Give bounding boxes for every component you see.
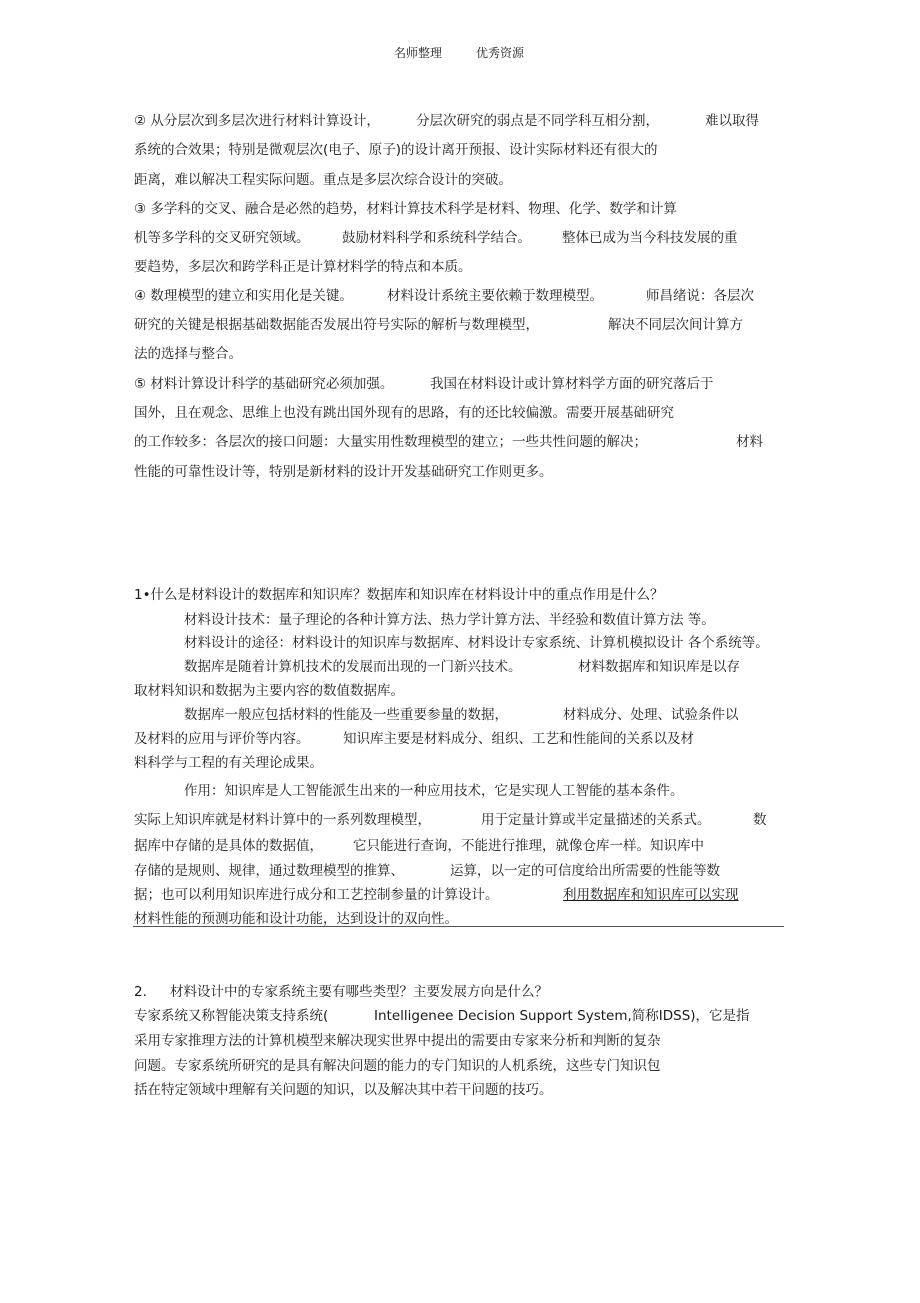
p2-line-3: 距离，难以解决工程实际问题。重点是多层次综合设计的突破。: [134, 172, 512, 188]
q1-db-3a: 数据库一般应包括材料的性能及一些重要参量的数据，: [184, 707, 508, 723]
q2-line-3: 问题。专家系统所研究的是具有解决问题的能力的专门知识的人机系统，这些专门知识包: [134, 1058, 661, 1074]
q1-r-1a: 实际上知识库就是材料计算中的一系列数理模型，: [134, 812, 431, 828]
q1-db-1b: 材料数据库和知识库是以存: [578, 659, 740, 675]
p4-line-2a: 研究的关键是根据基础数据能否发展出符号实际的解析与数理模型，: [134, 317, 539, 333]
p5-line-1b: 我国在材料设计或计算材料学方面的研究落后于: [430, 376, 714, 392]
p4-line-1c: 师昌绪说：各层次: [646, 288, 754, 304]
q2-line-1b: Intelligenee Decision Support System,简称IDSS)，它是指: [374, 1008, 750, 1024]
p2-line-1b: 分层次研究的弱点是不同学科互相分割，: [416, 113, 659, 129]
p3-line-2b: 鼓励材料科学和系统科学结合。: [342, 230, 531, 246]
p5-line-1a: ⑤ 材料计算设计科学的基础研究必须加强。: [134, 376, 394, 392]
q1-db-1a: 数据库是随着计算机技术的发展而出现的一门新兴技术。: [184, 659, 522, 675]
p4-line-1a: ④ 数理模型的建立和实用化是关键。: [134, 288, 353, 304]
q2-line-2: 采用专家推理方法的计算机模型来解决现实世界中提出的需要由专家来分析和判断的复杂: [134, 1033, 661, 1049]
header-right: 优秀资源: [476, 46, 525, 60]
q2-number: 2.: [134, 984, 147, 1000]
q1-db-2: 取材料知识和数据为主要内容的数值数据库。: [134, 683, 404, 699]
p5-line-4: 性能的可靠性设计等，特别是新材料的设计开发基础研究工作则更多。: [134, 464, 553, 480]
p4-line-1b: 材料设计系统主要依赖于数理模型。: [387, 288, 603, 304]
q1-r-1b: 用于定量计算或半定量描述的关系式。: [481, 812, 711, 828]
p5-line-3b: 材料: [736, 434, 763, 450]
q1-r-3a: 存储的是规则、规律，通过数理模型的推算、: [134, 863, 404, 879]
q1-r-2a: 据库中存储的是具体的数据值，: [134, 838, 323, 854]
q1-db-4b: 知识库主要是材料成分、组织、工艺和性能间的关系以及材: [343, 731, 694, 747]
p4-line-3: 法的选择与整合。: [134, 346, 242, 362]
p3-line-2a: 机等多学科的交叉研究领域。: [134, 230, 310, 246]
p2-line-2: 系统的合效果；特别是微观层次(电子、原子)的设计离开预报、设计实际材料还有很大的: [134, 142, 658, 158]
p5-line-3a: 的工作较多：各层次的接口问题：大量实用性数理模型的建立；一些共性问题的解决；: [134, 434, 647, 450]
q1-r-4a: 据；也可以利用知识库进行成分和工艺控制参量的计算设计。: [134, 887, 499, 903]
header-left: 名师整理: [394, 46, 443, 60]
p4-line-2b: 解决不同层次间计算方: [608, 317, 743, 333]
q2-title: 材料设计中的专家系统主要有哪些类型？主要发展方向是什么？: [170, 984, 548, 1000]
p5-line-2: 国外，且在观念、思维上也没有跳出国外现有的思路，有的还比较偏激。需要开展基础研究: [134, 405, 674, 421]
q1-db-5: 料科学与工程的有关理论成果。: [134, 755, 323, 771]
section-divider: [133, 926, 784, 927]
p3-line-1: ③ 多学科的交叉、融合是必然的趋势，材料计算技术科学是材料、物理、化学、数学和计算: [134, 201, 677, 217]
q1-r-5: 材料性能的预测功能和设计功能，达到设计的双向性。: [134, 911, 458, 927]
q2-line-1a: 专家系统又称智能决策支持系统(: [134, 1008, 329, 1024]
p2-line-1c: 难以取得: [705, 113, 759, 129]
p3-line-2c: 整体已成为当今科技发展的重: [562, 230, 738, 246]
q1-r-4b: 利用数据库和知识库可以实现: [563, 887, 739, 903]
q1-r-1c: 数: [753, 812, 767, 828]
q1-db-4a: 及材料的应用与评价等内容。: [134, 731, 310, 747]
q1-role: 作用：知识库是人工智能派生出来的一种应用技术，它是实现人工智能的基本条件。: [184, 783, 684, 799]
q1-path: 材料设计的途径：材料设计的知识库与数据库、材料设计专家系统、计算机模拟设计 各个系统等。: [184, 635, 769, 651]
q1-title: 1•什么是材料设计的数据库和知识库？数据库和知识库在材料设计中的重点作用是什么？: [134, 587, 664, 603]
q1-tech: 材料设计技术：量子理论的各种计算方法、热力学计算方法、半经验和数值计算方法 等。: [184, 612, 715, 628]
p2-line-1a: ② 从分层次到多层次进行材料计算设计，: [134, 113, 380, 129]
q2-line-4: 括在特定领域中理解有关问题的知识，以及解决其中若干问题的技巧。: [134, 1082, 553, 1098]
q1-r-3b: 运算，以一定的可信度给出所需要的性能等数: [450, 863, 720, 879]
q1-r-2b: 它只能进行查询，不能进行推理，就像仓库一样。知识库中: [353, 838, 704, 854]
q1-db-3b: 材料成分、处理、试验条件以: [563, 707, 739, 723]
p3-line-3: 要趋势，多层次和跨学科正是计算材料学的特点和本质。: [134, 259, 472, 275]
